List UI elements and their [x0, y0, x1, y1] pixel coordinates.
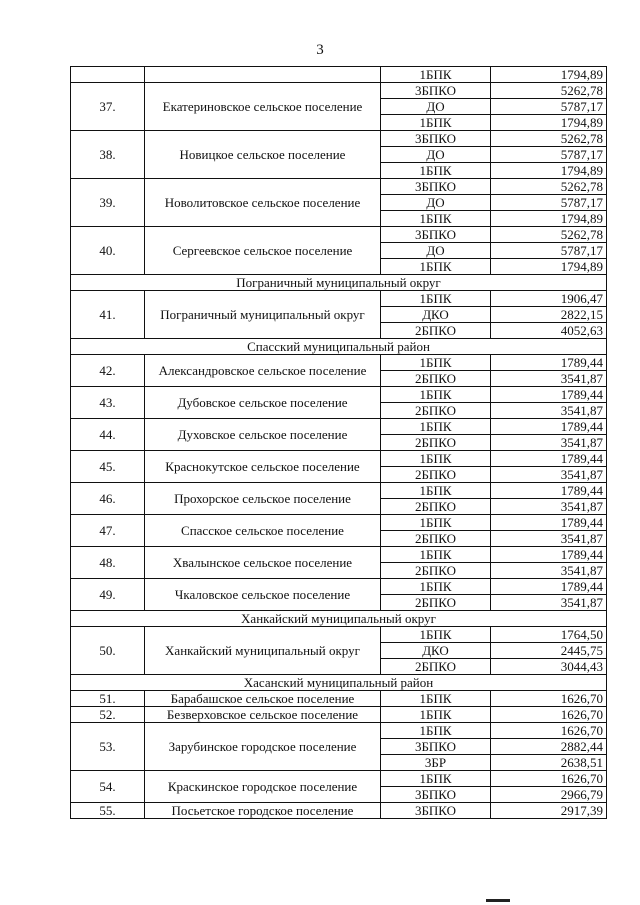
tariff-value: 1789,44 [491, 355, 607, 371]
settlement-name: Новолитовское сельское поселение [145, 179, 381, 227]
tariff-value: 5262,78 [491, 179, 607, 195]
row-number: 43. [71, 387, 145, 419]
tariff-value: 5787,17 [491, 195, 607, 211]
settlement-name: Чкаловское сельское поселение [145, 579, 381, 611]
tariff-value: 1789,44 [491, 483, 607, 499]
tariff-value: 2822,15 [491, 307, 607, 323]
table-row [71, 83, 607, 99]
section-row [71, 675, 607, 691]
settlement-name: Духовское сельское поселение [145, 419, 381, 451]
table-row [71, 355, 607, 371]
settlement-name: Посьетское городское поселение [145, 803, 381, 819]
tariff-value: 1626,70 [491, 723, 607, 739]
row-number: 46. [71, 483, 145, 515]
row-number: 49. [71, 579, 145, 611]
row-number: 53. [71, 723, 145, 771]
tariff-value: 3541,87 [491, 563, 607, 579]
settlement-name: Екатериновское сельское поселение [145, 83, 381, 131]
category-code: 2БПКО [381, 499, 491, 515]
tariff-value: 1789,44 [491, 451, 607, 467]
table-row [71, 723, 607, 739]
category-code: ДО [381, 243, 491, 259]
category-code: 1БПК [381, 291, 491, 307]
section-title: Спасский муниципальный район [71, 339, 607, 355]
row-number: 54. [71, 771, 145, 803]
row-number: 48. [71, 547, 145, 579]
section-title: Пограничный муниципальный округ [71, 275, 607, 291]
category-code: 1БПК [381, 723, 491, 739]
category-code: 2БПКО [381, 435, 491, 451]
section-row [71, 611, 607, 627]
tariff-value: 1794,89 [491, 163, 607, 179]
tariff-value: 5787,17 [491, 243, 607, 259]
tariff-value: 2966,79 [491, 787, 607, 803]
category-code: 1БПК [381, 387, 491, 403]
tariff-value: 1789,44 [491, 387, 607, 403]
settlement-name: Сергеевское сельское поселение [145, 227, 381, 275]
category-code: 1БПК [381, 691, 491, 707]
row-number: 51. [71, 691, 145, 707]
settlement-name: Прохорское сельское поселение [145, 483, 381, 515]
tariff-value: 5262,78 [491, 227, 607, 243]
category-code: 1БПК [381, 547, 491, 563]
table-row [71, 771, 607, 787]
category-code: ДКО [381, 307, 491, 323]
category-code: 1БПК [381, 67, 491, 83]
tariff-value: 3541,87 [491, 403, 607, 419]
tariff-value: 1626,70 [491, 771, 607, 787]
category-code: 2БПКО [381, 659, 491, 675]
category-code: 3БПКО [381, 83, 491, 99]
tariff-value: 1789,44 [491, 515, 607, 531]
category-code: 1БПК [381, 419, 491, 435]
page-number: 3 [316, 42, 324, 58]
category-code: 1БПК [381, 211, 491, 227]
table-row [71, 179, 607, 195]
row-number: 40. [71, 227, 145, 275]
settlement-name-empty [145, 67, 381, 83]
tariff-value: 1626,70 [491, 691, 607, 707]
tariff-value: 3541,87 [491, 531, 607, 547]
tariff-value: 2917,39 [491, 803, 607, 819]
category-code: ДО [381, 99, 491, 115]
tariff-value: 1794,89 [491, 259, 607, 275]
table-row [71, 707, 607, 723]
row-number: 52. [71, 707, 145, 723]
settlement-name: Зарубинское городское поселение [145, 723, 381, 771]
tariff-value: 5262,78 [491, 131, 607, 147]
tariff-value: 1794,89 [491, 211, 607, 227]
table-row [71, 627, 607, 643]
row-number: 44. [71, 419, 145, 451]
category-code: ДО [381, 147, 491, 163]
settlement-name: Краскинское городское поселение [145, 771, 381, 803]
tariff-value: 3541,87 [491, 595, 607, 611]
category-code: 1БПК [381, 483, 491, 499]
table-row [71, 227, 607, 243]
scan-artifact-mark [486, 899, 510, 902]
table-row [71, 483, 607, 499]
tariff-value: 1789,44 [491, 419, 607, 435]
tariff-value: 1789,44 [491, 547, 607, 563]
row-number: 47. [71, 515, 145, 547]
table-row [71, 547, 607, 563]
tariff-value: 1764,50 [491, 627, 607, 643]
table-row [71, 419, 607, 435]
settlement-name: Ханкайский муниципальный округ [145, 627, 381, 675]
category-code: 3БР [381, 755, 491, 771]
tariff-value: 3541,87 [491, 467, 607, 483]
row-number: 50. [71, 627, 145, 675]
tariff-value: 1906,47 [491, 291, 607, 307]
tariff-value: 1789,44 [491, 579, 607, 595]
table-row [71, 579, 607, 595]
category-code: 2БПКО [381, 563, 491, 579]
category-code: 1БПК [381, 579, 491, 595]
category-code: 3БПКО [381, 131, 491, 147]
row-number: 55. [71, 803, 145, 819]
category-code: 1БПК [381, 355, 491, 371]
tariff-value: 3044,43 [491, 659, 607, 675]
settlement-name: Спасское сельское поселение [145, 515, 381, 547]
tariff-table [70, 66, 607, 819]
section-title: Хасанский муниципальный район [71, 675, 607, 691]
row-number: 42. [71, 355, 145, 387]
category-code: 3БПКО [381, 179, 491, 195]
category-code: 1БПК [381, 771, 491, 787]
settlement-name: Хвалынское сельское поселение [145, 547, 381, 579]
section-row [71, 339, 607, 355]
tariff-value: 2638,51 [491, 755, 607, 771]
section-title: Ханкайский муниципальный округ [71, 611, 607, 627]
category-code: ДКО [381, 643, 491, 659]
table-row [71, 451, 607, 467]
tariff-value: 1794,89 [491, 115, 607, 131]
table-row [71, 515, 607, 531]
tariff-value: 5787,17 [491, 147, 607, 163]
category-code: 3БПКО [381, 803, 491, 819]
category-code: 3БПКО [381, 739, 491, 755]
tariff-value: 3541,87 [491, 435, 607, 451]
tariff-value: 5262,78 [491, 83, 607, 99]
settlement-name: Краснокутское сельское поселение [145, 451, 381, 483]
row-number: 41. [71, 291, 145, 339]
category-code: 1БПК [381, 451, 491, 467]
table-row [71, 67, 607, 83]
settlement-name: Александровское сельское поселение [145, 355, 381, 387]
table-row [71, 291, 607, 307]
table-body [71, 67, 607, 819]
settlement-name: Барабашское сельское поселение [145, 691, 381, 707]
row-number-empty [71, 67, 145, 83]
category-code: 2БПКО [381, 595, 491, 611]
category-code: 2БПКО [381, 371, 491, 387]
category-code: 1БПК [381, 515, 491, 531]
row-number: 38. [71, 131, 145, 179]
category-code: 2БПКО [381, 531, 491, 547]
category-code: 1БПК [381, 115, 491, 131]
category-code: 3БПКО [381, 227, 491, 243]
tariff-value: 3541,87 [491, 371, 607, 387]
table-row [71, 131, 607, 147]
category-code: 3БПКО [381, 787, 491, 803]
table-row [71, 691, 607, 707]
category-code: 2БПКО [381, 467, 491, 483]
row-number: 39. [71, 179, 145, 227]
settlement-name: Безверховское сельское поселение [145, 707, 381, 723]
category-code: 1БПК [381, 163, 491, 179]
row-number: 45. [71, 451, 145, 483]
category-code: 1БПК [381, 259, 491, 275]
settlement-name: Пограничный муниципальный округ [145, 291, 381, 339]
table-row [71, 387, 607, 403]
category-code: 2БПКО [381, 403, 491, 419]
row-number: 37. [71, 83, 145, 131]
table-row [71, 803, 607, 819]
settlement-name: Новицкое сельское поселение [145, 131, 381, 179]
tariff-value: 1626,70 [491, 707, 607, 723]
tariff-value: 1794,89 [491, 67, 607, 83]
category-code: 2БПКО [381, 323, 491, 339]
category-code: 1БПК [381, 707, 491, 723]
category-code: 1БПК [381, 627, 491, 643]
tariff-value: 2445,75 [491, 643, 607, 659]
category-code: ДО [381, 195, 491, 211]
tariff-value: 3541,87 [491, 499, 607, 515]
section-row [71, 275, 607, 291]
tariff-value: 4052,63 [491, 323, 607, 339]
tariff-value: 5787,17 [491, 99, 607, 115]
tariff-value: 2882,44 [491, 739, 607, 755]
settlement-name: Дубовское сельское поселение [145, 387, 381, 419]
